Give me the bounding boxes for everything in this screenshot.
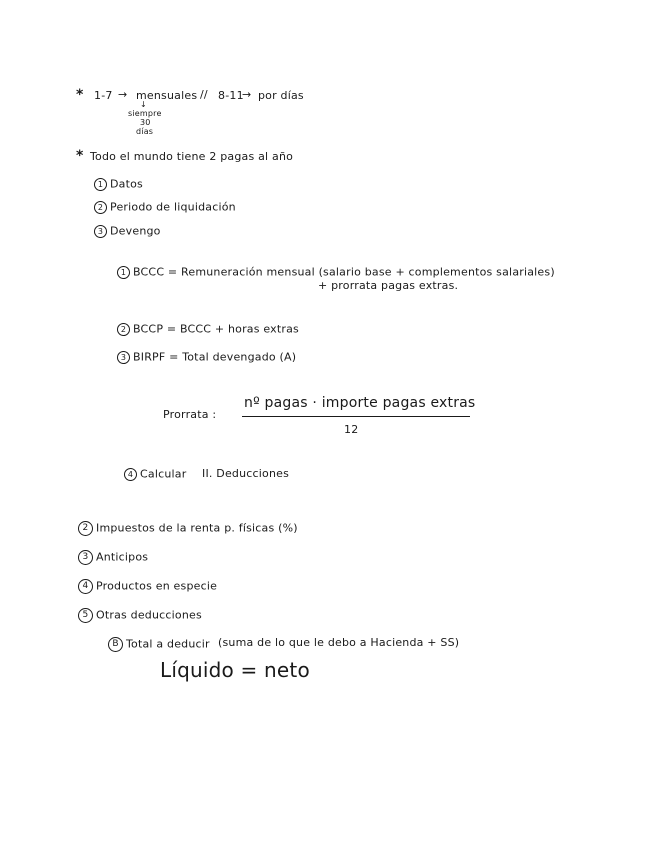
arrow-icon: → [242, 88, 252, 101]
circled-number: 2 [94, 201, 107, 214]
section-label: Impuestos de la renta p. físicas (%) [96, 521, 298, 535]
down-arrow-icon: ↓ [140, 100, 147, 109]
section-label: Productos en especie [96, 579, 218, 593]
sub-item-bccp [117, 323, 299, 336]
circled-number: 1 [117, 266, 130, 279]
bullet-star: * [76, 148, 84, 164]
section-anticipos [78, 550, 148, 565]
arrow-icon: → [118, 88, 128, 101]
total-deducir-line [108, 637, 210, 652]
pagas-note: Todo el mundo tiene 2 pagas al año [90, 150, 294, 163]
total-paren-note: (suma de lo que le debo a Hacienda + SS) [218, 636, 460, 649]
formula-denominator: 12 [344, 423, 359, 436]
section-productos [78, 579, 217, 594]
sub-item-label: BCCP = BCCC + horas extras [133, 322, 299, 336]
sub-item-bccc [117, 266, 555, 279]
circled-number: 3 [94, 225, 107, 238]
circled-number: 3 [78, 550, 93, 565]
liquido-neto: Líquido = neto [160, 658, 310, 682]
bullet-star: * [76, 87, 84, 103]
sub-item-continuation: + prorrata pagas extras. [318, 279, 459, 292]
section-devengo [94, 225, 161, 238]
circled-number: 4 [78, 579, 93, 594]
section-label: Anticipos [96, 550, 149, 564]
formula-label: Prorrata : [163, 408, 217, 421]
sub-item-birpf [117, 351, 296, 364]
section-label: Devengo [110, 224, 161, 238]
section-datos [94, 178, 143, 191]
section-label: Datos [110, 177, 143, 191]
sub-item-label: BCCC = Remuneración mensual (salario base + complementos salariales) [133, 265, 555, 279]
circled-number: 4 [124, 468, 137, 481]
separator-text: // [200, 88, 208, 101]
siempre-text: siempre [128, 109, 162, 118]
circled-number: 2 [117, 323, 130, 336]
range-8-11: 8-11 [218, 89, 244, 102]
calc-label: Calcular [140, 467, 187, 481]
section-label: Periodo de liquidación [110, 200, 236, 214]
fraction-bar [242, 416, 470, 417]
circled-number: 2 [78, 521, 93, 536]
deducciones-heading: II. Deducciones [202, 467, 290, 480]
calc-line [124, 468, 186, 481]
section-otras [78, 608, 202, 623]
dias-text: días [136, 127, 154, 136]
circled-number: 5 [78, 608, 93, 623]
por-dias-text: por días [258, 89, 304, 102]
total-label: Total a deducir [126, 637, 210, 651]
range-1-7: 1-7 [94, 89, 113, 102]
circled-letter: B [108, 637, 123, 652]
section-label: Otras deducciones [96, 608, 202, 622]
circled-number: 3 [117, 351, 130, 364]
section-impuestos [78, 521, 298, 536]
section-periodo [94, 201, 236, 214]
circled-number: 1 [94, 178, 107, 191]
formula-numerator: nº pagas · importe pagas extras [244, 395, 476, 411]
thirty-text: 30 [140, 118, 151, 127]
sub-item-label: BIRPF = Total devengado (A) [133, 350, 297, 364]
mensuales-text: mensuales [136, 89, 198, 102]
